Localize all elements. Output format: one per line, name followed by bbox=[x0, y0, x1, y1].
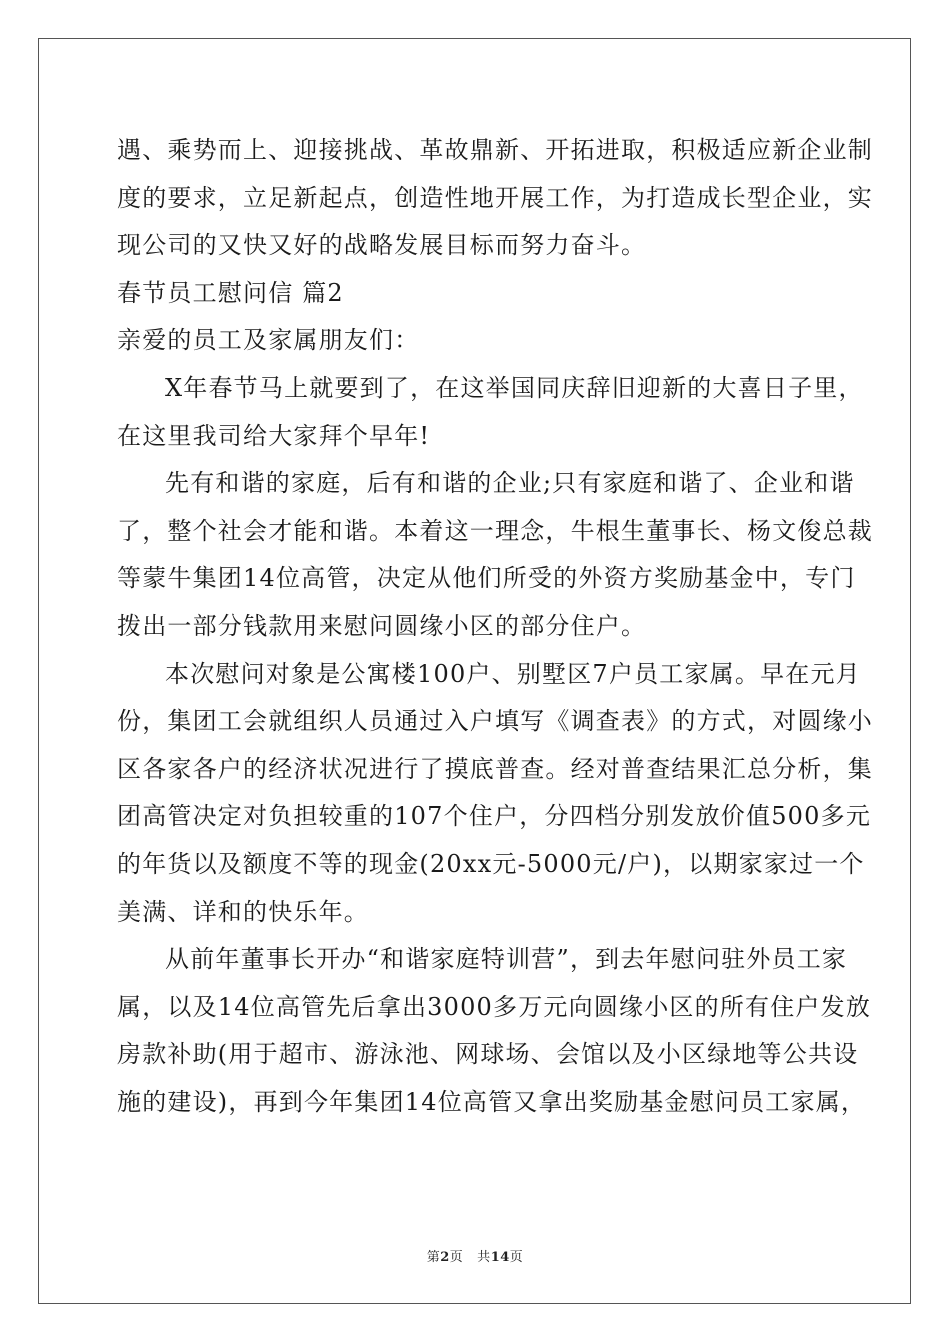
body-line: 区各家各户的经济状况进行了摸底普查。经对普查结果汇总分析，集 bbox=[117, 754, 873, 783]
section-heading: 春节员工慰问信 篇2 bbox=[117, 278, 344, 307]
paragraph-start-line: X年春节马上就要到了，在这举国同庆辞旧迎新的大喜日子里， bbox=[165, 373, 864, 402]
document-body bbox=[117, 127, 873, 1126]
body-line: 的年货以及额度不等的现金(20xx元-5000元/户)，以期家家过一个 bbox=[117, 849, 865, 878]
page-number: 2 bbox=[440, 1250, 450, 1265]
page-prefix: 第 bbox=[426, 1250, 441, 1265]
paragraph-start-line: 先有和谐的家庭，后有和谐的企业;只有家庭和谐了、企业和谐 bbox=[165, 469, 855, 498]
body-line: 在这里我司给大家拜个早年! bbox=[117, 421, 431, 450]
total-suffix: 页 bbox=[509, 1250, 524, 1265]
salutation: 亲爱的员工及家属朋友们： bbox=[117, 326, 420, 355]
paragraph-start-line: 从前年董事长开办“和谐家庭特训营”，到去年慰问驻外员工家 bbox=[165, 945, 848, 974]
body-line: 拨出一部分钱款用来慰问圆缘小区的部分住户。 bbox=[117, 611, 647, 640]
body-line: 份，集团工会就组织人员通过入户填写《调查表》的方式，对圆缘小 bbox=[117, 707, 873, 736]
body-line: 美满、详和的快乐年。 bbox=[117, 897, 369, 926]
page-footer bbox=[0, 1246, 950, 1265]
page-suffix: 页 bbox=[449, 1250, 464, 1265]
paragraph-start-line: 本次慰问对象是公寓楼100户、别墅区7户员工家属。早在元月 bbox=[165, 659, 861, 688]
total-prefix: 共 bbox=[477, 1250, 491, 1265]
body-line: 了，整个社会才能和谐。本着这一理念，牛根生董事长、杨文俊总裁 bbox=[117, 516, 873, 545]
body-line: 属，以及14位高管先后拿出3000多万元向圆缘小区的所有住户发放 bbox=[117, 992, 872, 1021]
body-line: 团高管决定对负担较重的107个住户，分四档分别发放价值500多元 bbox=[117, 802, 872, 831]
body-line: 等蒙牛集团14位高管，决定从他们所受的外资方奖励基金中，专门 bbox=[117, 564, 856, 593]
body-line: 房款补助(用于超市、游泳池、网球场、会馆以及小区绿地等公共设 bbox=[117, 1040, 859, 1069]
body-line: 遇、乘势而上、迎接挑战、革故鼎新、开拓进取，积极适应新企业制 bbox=[117, 136, 873, 164]
body-line: 施的建设)，再到今年集团14位高管又拿出奖励基金慰问员工家属， bbox=[117, 1087, 867, 1116]
total-pages: 14 bbox=[490, 1250, 510, 1265]
body-line: 度的要求，立足新起点，创造性地开展工作，为打造成长型企业，实 bbox=[117, 183, 873, 212]
body-line: 现公司的又快又好的战略发展目标而努力奋斗。 bbox=[117, 231, 647, 260]
